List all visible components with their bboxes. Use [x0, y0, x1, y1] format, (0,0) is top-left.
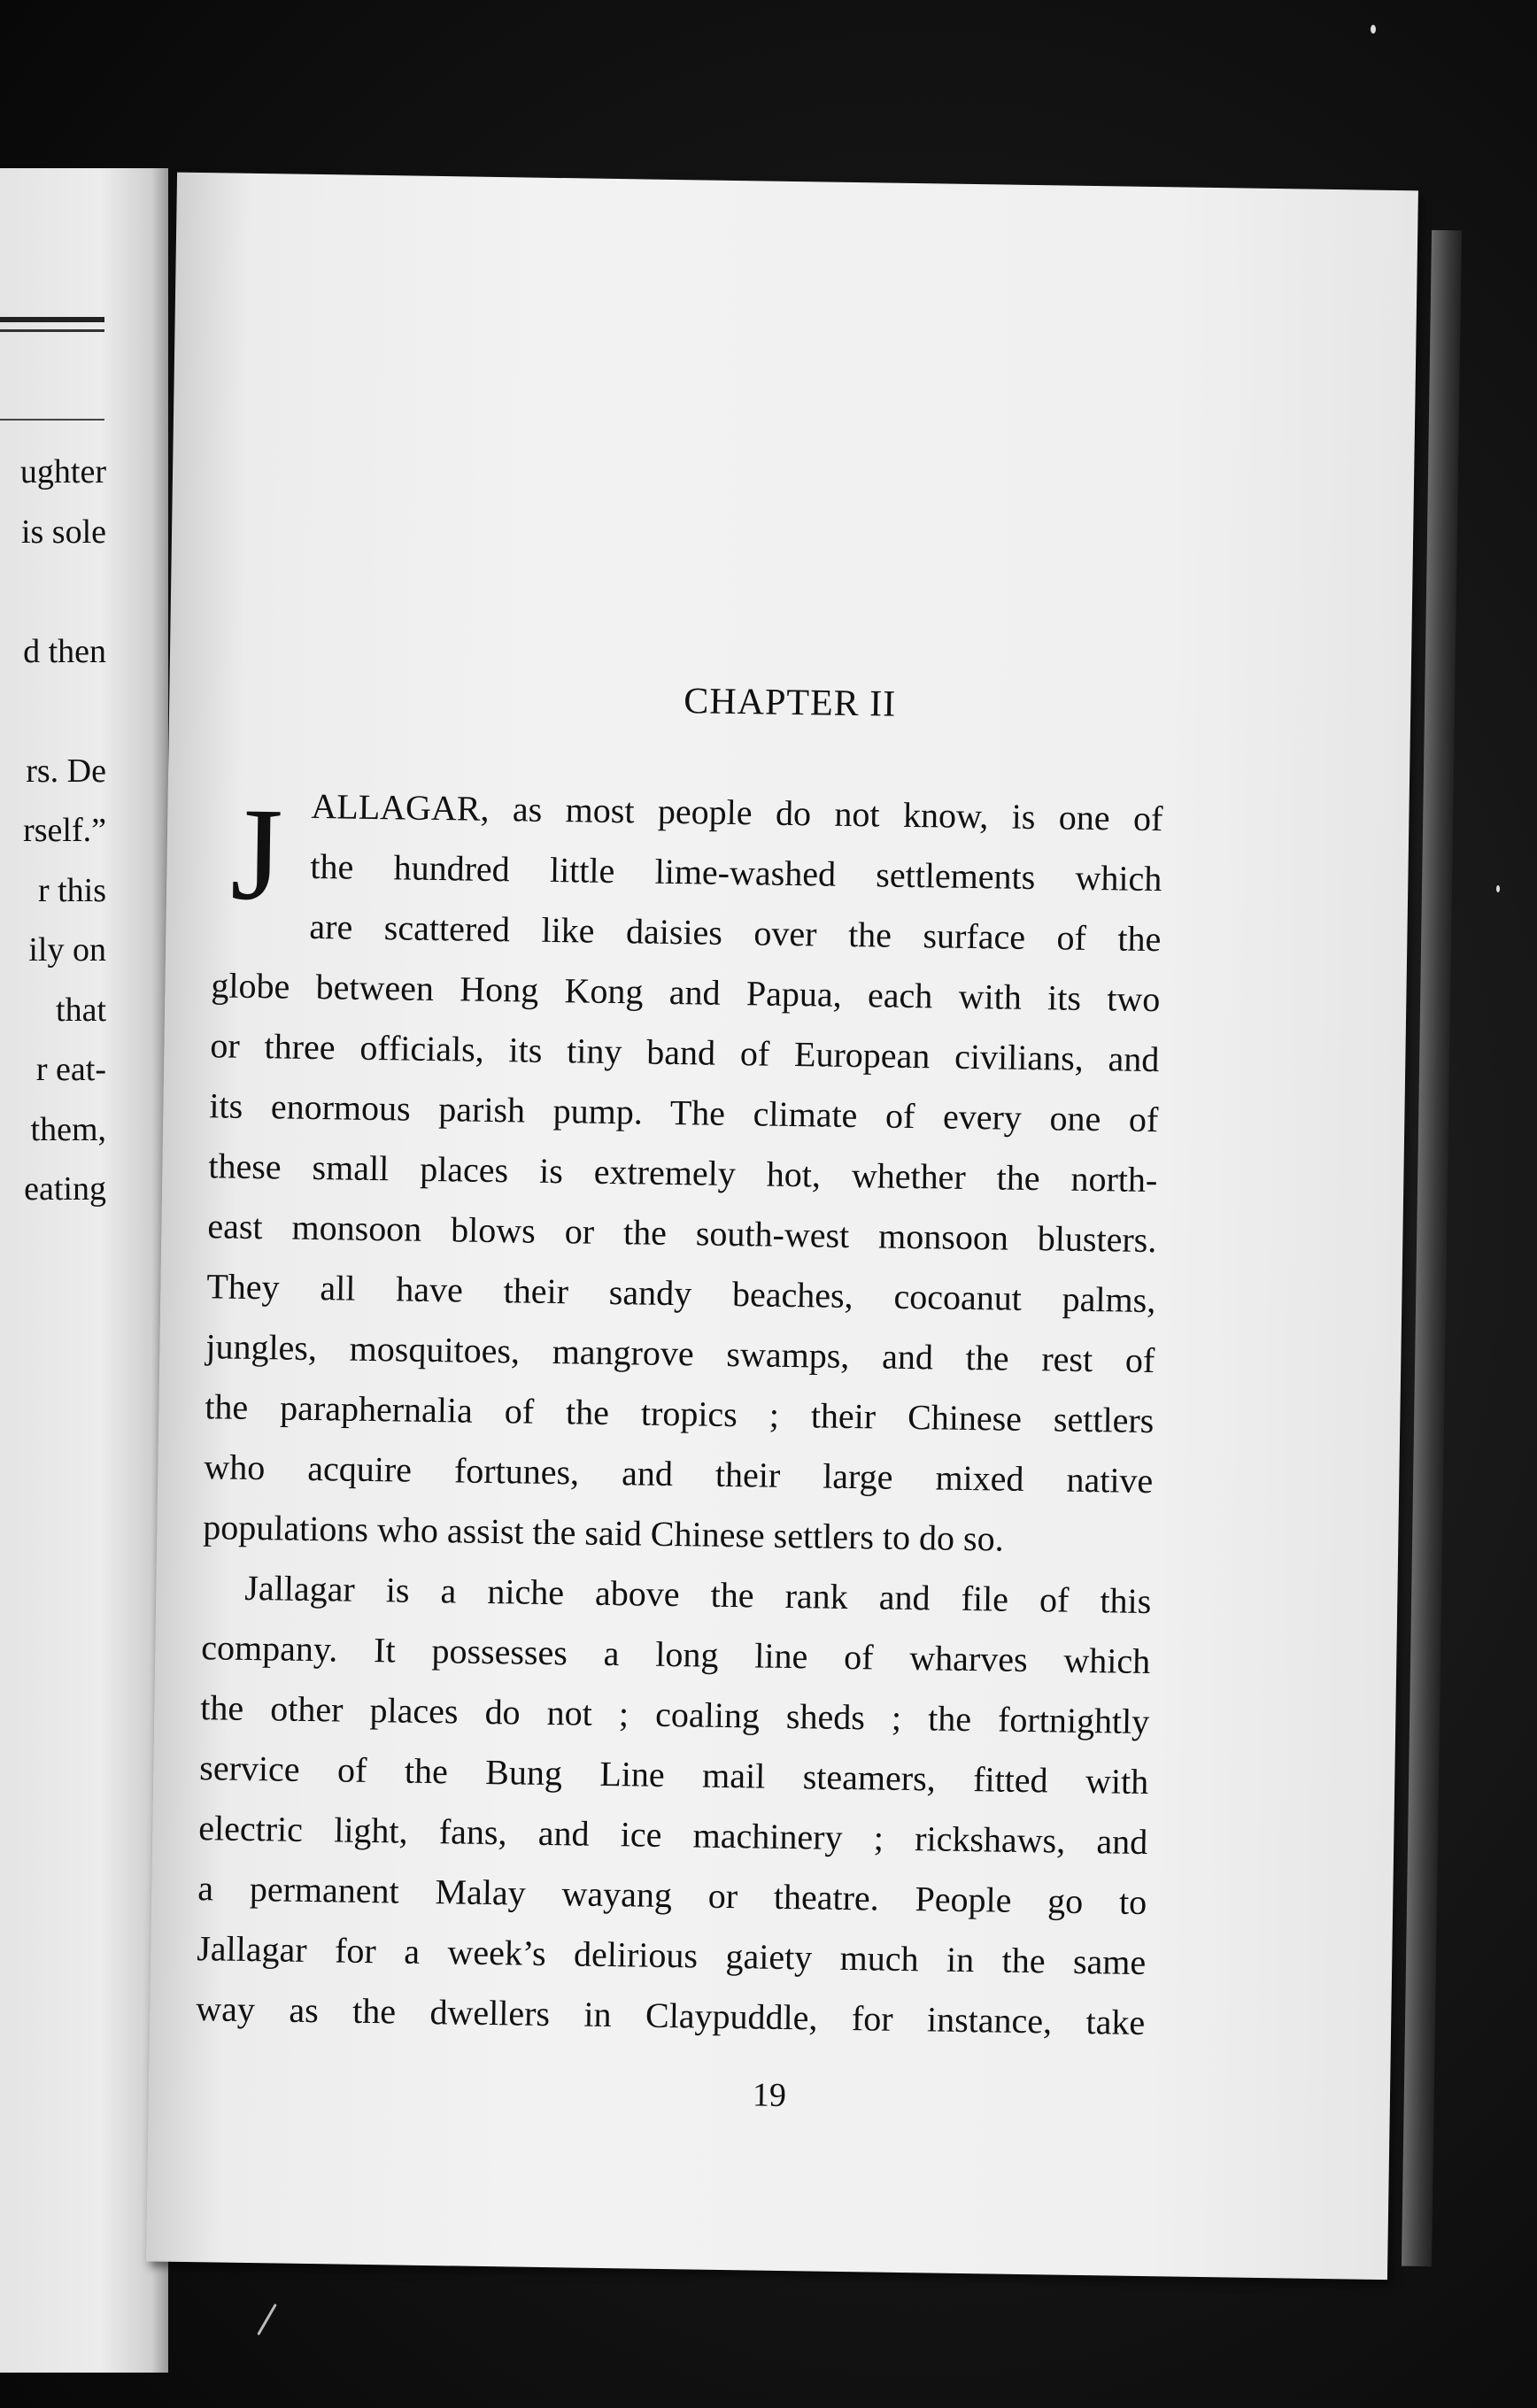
left-line: that [56, 991, 106, 1029]
text-line: way as the dwellers in Claypuddle, for instance, take [195, 1988, 1146, 2043]
text-line: who acquire fortunes, and their large mixed native [204, 1447, 1154, 1501]
dust-speck [1371, 25, 1376, 34]
text-line: They all have their sandy beaches, cocoanut palms, [206, 1266, 1156, 1321]
left-line: rself.” [23, 812, 106, 849]
text-line: electric light, fans, and ice machinery ; rickshaws, and [198, 1808, 1148, 1863]
text-line: the hundred little lime-washed settlements which [310, 845, 1162, 899]
left-line: r this [37, 871, 106, 909]
double-rule-bottom [0, 329, 104, 332]
text-line: its enormous parish pump. The climate of every one of [209, 1085, 1159, 1140]
text-line: these small places is extremely hot, whether the north- [208, 1146, 1158, 1200]
text-line: the other places do not ; coaling sheds ; the fortnightly [200, 1687, 1150, 1742]
text-line: Jallagar is a niche above the rank and file of this [244, 1567, 1152, 1622]
text-line: globe between Hong Kong and Papua, each with its two [211, 965, 1161, 1020]
text-line: east monsoon blows or the south-west monsoon blusters. [207, 1206, 1157, 1261]
left-line: r eat- [35, 1051, 106, 1088]
left-line: them, [30, 1110, 106, 1148]
text-line: a permanent Malay wayang or theatre. People go to [197, 1868, 1147, 1923]
previous-page-text [20, 443, 106, 1220]
book-page [146, 173, 1418, 2281]
text-line: or three officials, its tiny band of European civilians, and [210, 1025, 1160, 1080]
text-line: ALLAGAR, as most people do not know, is one of [311, 785, 1163, 839]
left-line: eating [24, 1170, 106, 1208]
body-text [196, 775, 1163, 2053]
text-line: populations who assist the said Chinese settlers to do so. [203, 1507, 1004, 1559]
left-line: rs. De [26, 752, 106, 790]
left-line: d then [23, 632, 106, 670]
left-line: ughter [19, 453, 106, 490]
dust-speck [1496, 885, 1500, 892]
chapter-title: CHAPTER II [684, 681, 897, 725]
text-line: jungles, mosquitoes, mangrove swamps, and the rest of [205, 1326, 1155, 1381]
text-line: the paraphernalia of the tropics ; their Chinese settlers [205, 1386, 1155, 1441]
left-line: ily on [28, 931, 106, 969]
drop-cap: J [229, 780, 284, 929]
page-number: 19 [752, 2076, 787, 2115]
text-line: company. It possesses a long line of wharves which [201, 1627, 1151, 1682]
text-line: Jallagar for a week’s delirious gaiety much in the same [196, 1928, 1147, 1983]
left-line [20, 562, 106, 622]
left-line [20, 682, 106, 742]
double-rule-top [0, 317, 104, 322]
text-line: service of the Bung Line mail steamers, fitted with [199, 1748, 1149, 1802]
previous-page [0, 168, 168, 2373]
thin-rule [0, 419, 104, 421]
text-line: are scattered like daisies over the surface of the [309, 906, 1162, 960]
left-line: is sole [20, 513, 106, 551]
